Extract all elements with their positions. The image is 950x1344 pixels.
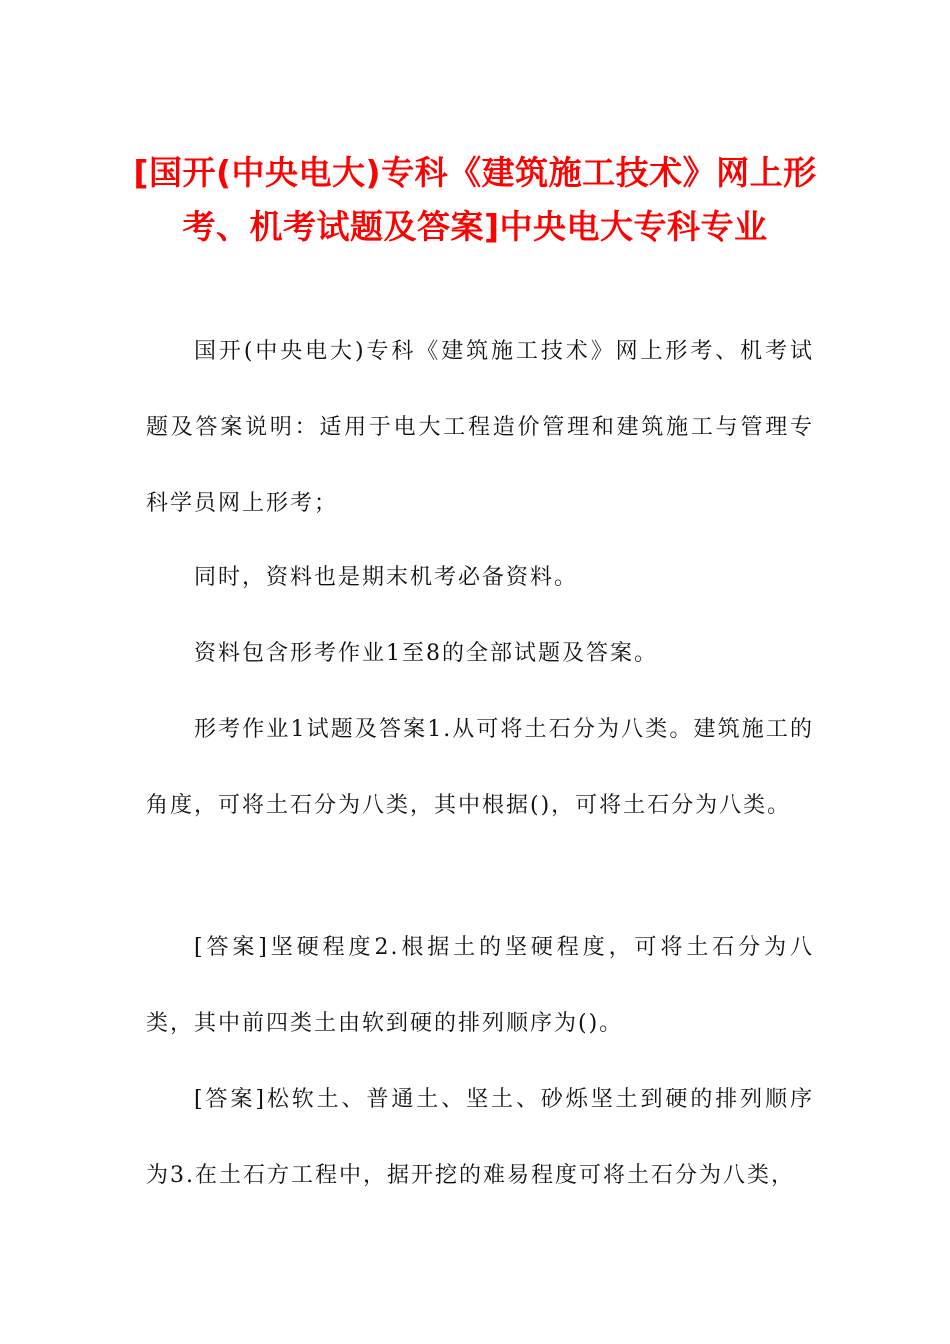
- paragraph-exam-note: 同时，资料也是期末机考必备资料。: [194, 565, 579, 590]
- paragraph-answer-2: [答案]松软土、普通土、坚土、砂烁坚土到硬的排列顺序为3.在土石方工程中，据开挖的难易程度可将土石分为八类，: [146, 1087, 814, 1188]
- document-title: [国开(中央电大)专科《建筑施工技术》网上形考、机考试题及答案]中央电大专科专业: [133, 153, 817, 246]
- paragraph-answer-1: [答案]坚硬程度2.根据土的坚硬程度，可将土石分为八类，其中前四类土由软到硬的排列顺序为()。: [146, 935, 814, 1036]
- paragraph-contents: 资料包含形考作业1至8的全部试题及答案。: [194, 641, 658, 666]
- paragraph-intro: 国开(中央电大)专科《建筑施工技术》网上形考、机考试题及答案说明：适用于电大工程造价管理和建筑施工与管理专科学员网上形考；: [146, 339, 814, 516]
- paragraph-question-1: 形考作业1试题及答案1.从可将土石分为八类。建筑施工的角度，可将土石分为八类，其中根据()，可将土石分为八类。: [146, 717, 814, 818]
